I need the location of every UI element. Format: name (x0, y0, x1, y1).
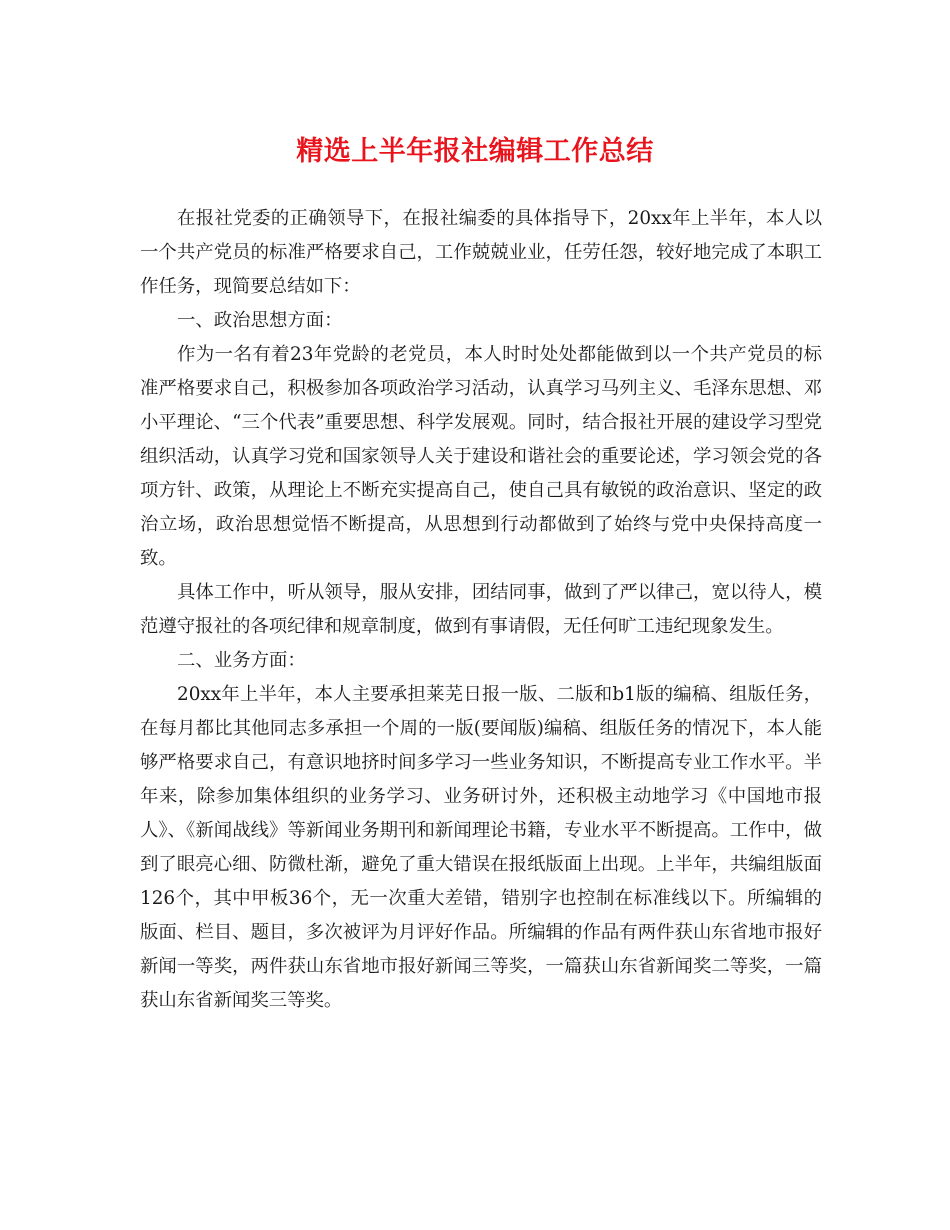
paragraph-intro: 在报社党委的正确领导下，在报社编委的具体指导下，20xx年上半年，本人以一个共产党员的标准严格要求自己，工作兢兢业业，任劳任怨，较好地完成了本职工作任务，现简要总结如下： (140, 208, 822, 297)
document-title: 精选上半年报社编辑工作总结 (296, 136, 654, 167)
paragraph-political-thought: 作为一名有着23年党龄的老党员，本人时时处处都能做到以一个共产党员的标准严格要求自己，积极参加各项政治学习活动，认真学习马列主义、毛泽东思想、邓小平理论、“三个代表”重要思想、科学发展观。同时，结合报社开展的建设学习型党组织活动，认真学习党和国家领导人关于建设和谐社会的重要论述，学习领会党的各项方针、政策，从理论上不断充实提高自己，使自己具有敏锐的政治意识、坚定的政治立场，政治思想觉悟不断提高，从思想到行动都做到了始终与党中央保持高度一致。 (140, 344, 822, 569)
paragraph-daily-conduct: 具体工作中，听从领导，服从安排，团结同事，做到了严以律己，宽以待人，模范遵守报社的各项纪律和规章制度，做到有事请假，无任何旷工违纪现象发生。 (140, 582, 822, 637)
paragraph-business: 20xx年上半年，本人主要承担莱芜日报一版、二版和b1版的编稿、组版任务，在每月都比其他同志多承担一个周的一版(要闻版)编稿、组版任务的情况下，本人能够严格要求自己，有意识地挤时间多学习一些业务知识，不断提高专业工作水平。半年来，除参加集体组织的业务学习、业务研讨外，还积极主动地学习《中国地市报人》、《新闻战线》等新闻业务期刊和新闻理论书籍，专业水平不断提高。工作中，做到了眼亮心细、防微杜渐，避免了重大错误在报纸版面上出现。上半年，共编组版面126个，其中甲板36个，无一次重大差错，错别字也控制在标准线以下。所编辑的版面、栏目、题目，多次被评为月评好作品。所编辑的作品有两件获山东省地市报好新闻一等奖，两件获山东省地市报好新闻三等奖，一篇获山东省新闻奖二等奖，一篇获山东省新闻奖三等奖。 (140, 684, 822, 1011)
heading-political-thought: 一、政治思想方面： (177, 310, 343, 331)
heading-business: 二、业务方面： (177, 650, 306, 671)
document-body (140, 202, 822, 1018)
